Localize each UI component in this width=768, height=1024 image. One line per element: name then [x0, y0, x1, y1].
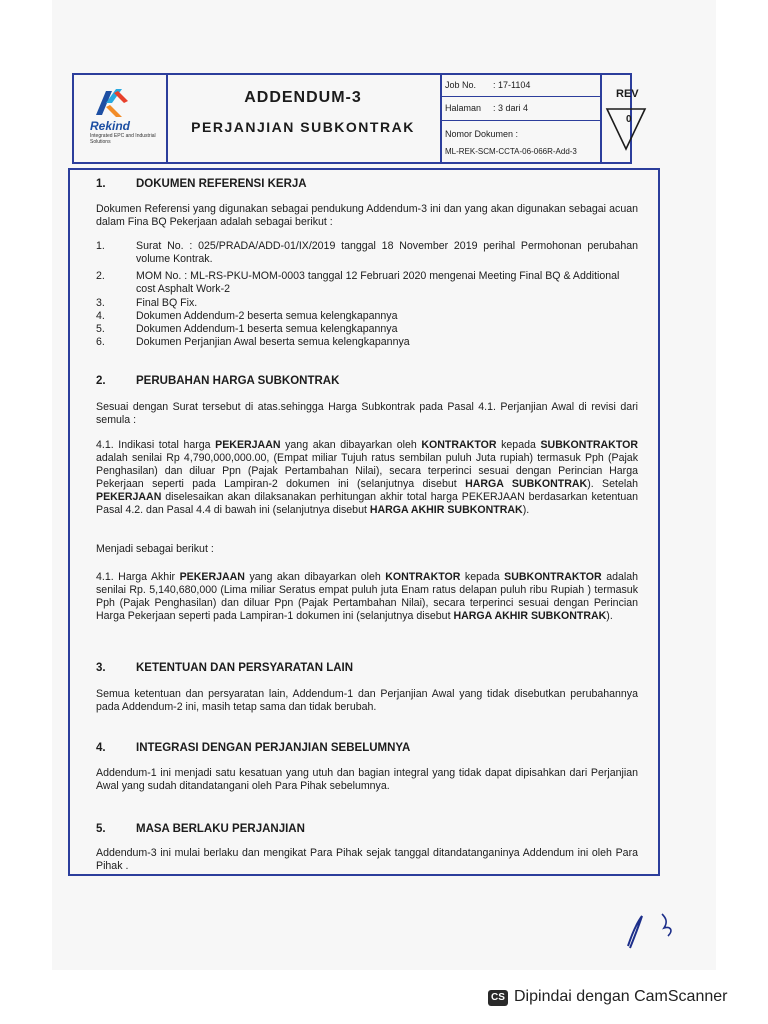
page-number-label: Halaman: [445, 103, 482, 113]
initials-signature: [622, 906, 682, 952]
item-number: 2.: [96, 270, 105, 282]
clause-text: ).: [606, 610, 613, 622]
reference-item-3: [96, 297, 638, 310]
clause-bold: PEKERJAAN: [96, 491, 162, 503]
clause-text: yang akan dibayarkan oleh: [244, 571, 386, 583]
section-4-body: Addendum-1 ini menjadi satu kesatuan yang utuh dan bagian integral yang tidak dapat dipisahkan dari Perjanjian Awal yang sudah ditandatangani oleh Para Pihak sebelumnya.: [96, 767, 638, 792]
logo-tagline: Integrated EPC and Industrial Solutions: [90, 133, 156, 145]
section-number: 4.: [96, 742, 106, 754]
section-title: PERUBAHAN HARGA SUBKONTRAK: [136, 375, 340, 387]
clause-text: adalah senilai Rp 4,790,000,000.00, (Empat miliar Tujuh ratus sembilan puluh Juta rupiah) termasuk Pph (Pajak Penghasilan) dan diluar Ppn (Pajak Pertambahan Nilai), secara terperinci sesuai dengan Perincian Harga Pekerjaan seperti pada Lampiran-2 dokumen ini (selanjutnya disebut: [96, 452, 638, 490]
clause-4-1-revised: [96, 571, 638, 623]
page-number-row: [440, 97, 600, 121]
item-text: Dokumen Addendum-1 beserta semua kelengkapannya: [136, 323, 398, 335]
item-text: Dokumen Perjanjian Awal beserta semua kelengkapannya: [136, 336, 410, 348]
section-title: MASA BERLAKU PERJANJIAN: [136, 823, 305, 835]
clause-text: ). Setelah: [587, 478, 638, 490]
document-title: ADDENDUM-3: [244, 89, 362, 106]
section-title: KETENTUAN DAN PERSYARATAN LAIN: [136, 662, 354, 674]
clause-text: ).: [522, 504, 530, 516]
section-3-body: Semua ketentuan dan persyaratan lain, Addendum-1 dan Perjanjian Awal yang tidak disebutkan perubahannya pada Addendum-2 ini, masih tetap sama dan tidak berubah.: [96, 688, 638, 713]
revision-triangle-icon: [604, 106, 648, 152]
clause-text: diselesaikan akan dilaksanakan perhitungan akhir total harga PEKERJAAN berdasarkan ketentuan Pasal 4.2. dan Pasal 4.4 di bawah ini (selanjutnya disebut: [96, 491, 638, 516]
revision-label: REV: [616, 88, 639, 100]
section-5-body: Addendum-3 ini mulai berlaku dan mengikat Para Pihak sejak tanggal ditandatanganinya Addendum ini oleh Para Pihak .: [96, 847, 638, 872]
clause-4-1-original: [96, 439, 638, 517]
menjadi-line: Menjadi sebagai berikut :: [96, 543, 214, 555]
item-text: Dokumen Addendum-2 beserta semua kelengkapannya: [136, 310, 398, 322]
reference-item-4: [96, 310, 638, 323]
clause-bold: SUBKONTRAKTOR: [504, 571, 602, 583]
item-number: 6.: [96, 336, 105, 348]
rekind-logo-icon: [92, 85, 132, 119]
logo-wordmark: Rekind: [90, 119, 131, 133]
section-title: INTEGRASI DENGAN PERJANJIAN SEBELUMNYA: [136, 742, 411, 754]
camscanner-icon: CS: [488, 990, 508, 1006]
section-number: 2.: [96, 375, 106, 387]
job-no-row: [440, 75, 600, 97]
section-5-heading: [96, 823, 305, 835]
clause-text: kepada: [496, 439, 541, 451]
clause-text: 4.1. Harga Akhir: [96, 571, 180, 583]
title-cell: [166, 75, 442, 162]
clause-bold: HARGA AKHIR SUBKONTRAK: [369, 504, 523, 516]
clause-bold: HARGA SUBKONTRAK: [465, 478, 588, 490]
section-4-heading: [96, 742, 410, 754]
section-number: 5.: [96, 823, 106, 835]
clause-text: kepada: [460, 571, 505, 583]
clause-text: 4.1. Indikasi total harga: [96, 439, 216, 451]
document-meta-cell: [440, 75, 602, 162]
camscanner-watermark: [488, 988, 727, 1006]
document-subtitle: PERJANJIAN SUBKONTRAK: [191, 119, 415, 135]
clause-bold: SUBKONTRAKTOR: [540, 439, 638, 451]
item-number: 5.: [96, 323, 105, 335]
job-no-value: : 17-1104: [493, 80, 531, 90]
clause-bold: HARGA AKHIR SUBKONTRAK: [453, 610, 607, 622]
document-number-value: ML-REK-SCM-CCTA-06-066R-Add-3: [445, 147, 577, 156]
item-number: 3.: [96, 297, 105, 309]
clause-text: yang akan dibayarkan oleh: [280, 439, 422, 451]
section-1-heading: [96, 178, 307, 190]
clause-bold: KONTRAKTOR: [421, 439, 497, 451]
item-number: 4.: [96, 310, 105, 322]
revision-value: 0: [626, 114, 632, 125]
clause-bold: KONTRAKTOR: [385, 571, 461, 583]
item-text: Surat No. : 025/PRADA/ADD-01/IX/2019 tanggal 18 November 2019 perihal Permohonan perubahan volume Kontrak.: [136, 240, 638, 265]
section-2-intro: Sesuai dengan Surat tersebut di atas.sehingga Harga Subkontrak pada Pasal 4.1. Perjanjian Awal di revisi dari semula :: [96, 401, 638, 426]
item-text: MOM No. : ML-RS-PKU-MOM-0003 tanggal 12 Februari 2020 mengenai Meeting Final BQ & Additional cost Asphalt Work-2: [136, 270, 620, 295]
logo-cell: [74, 75, 168, 162]
document-number-label: Nomor Dokumen :: [445, 129, 519, 139]
clause-bold: PEKERJAAN: [215, 439, 281, 451]
section-3-heading: [96, 662, 353, 674]
reference-item-6: [96, 336, 638, 349]
section-number: 3.: [96, 662, 106, 674]
document-header-table: [72, 73, 632, 164]
clause-text: adalah senilai Rp. 5,140,680,000 (Lima miliar Seratus empat puluh juta Enam ratus delapan puluh ribu Rupiah ) termasuk Pph (Pajak Penghasilan) dan diluar Ppn (Pajak Pertambahan Nilai), secara terperinci sesuai dengan Perincian Harga Pekerjaan seperti pada Lampiran-1 dokumen ini (selanjutnya disebut: [96, 571, 639, 622]
reference-item-5: [96, 323, 638, 336]
item-text: Final BQ Fix.: [136, 297, 198, 309]
document-number-row: [440, 121, 600, 162]
section-number: 1.: [96, 178, 106, 190]
camscanner-text: Dipindai dengan CamScanner: [514, 988, 728, 1005]
section-1-intro: Dokumen Referensi yang digunakan sebagai pendukung Addendum-3 ini dan yang akan digunakan sebagai acuan dalam Fina BQ Pekerjaan adalah sebagai berikut :: [96, 203, 638, 228]
item-number: 1.: [96, 240, 105, 252]
section-2-heading: [96, 375, 339, 387]
page-number-value: : 3 dari 4: [493, 103, 529, 113]
clause-bold: PEKERJAAN: [179, 571, 245, 583]
job-no-label: Job No.: [445, 80, 477, 90]
section-title: DOKUMEN REFERENSI KERJA: [136, 178, 307, 190]
reference-item-1: [96, 240, 638, 266]
reference-item-2: [96, 270, 638, 296]
